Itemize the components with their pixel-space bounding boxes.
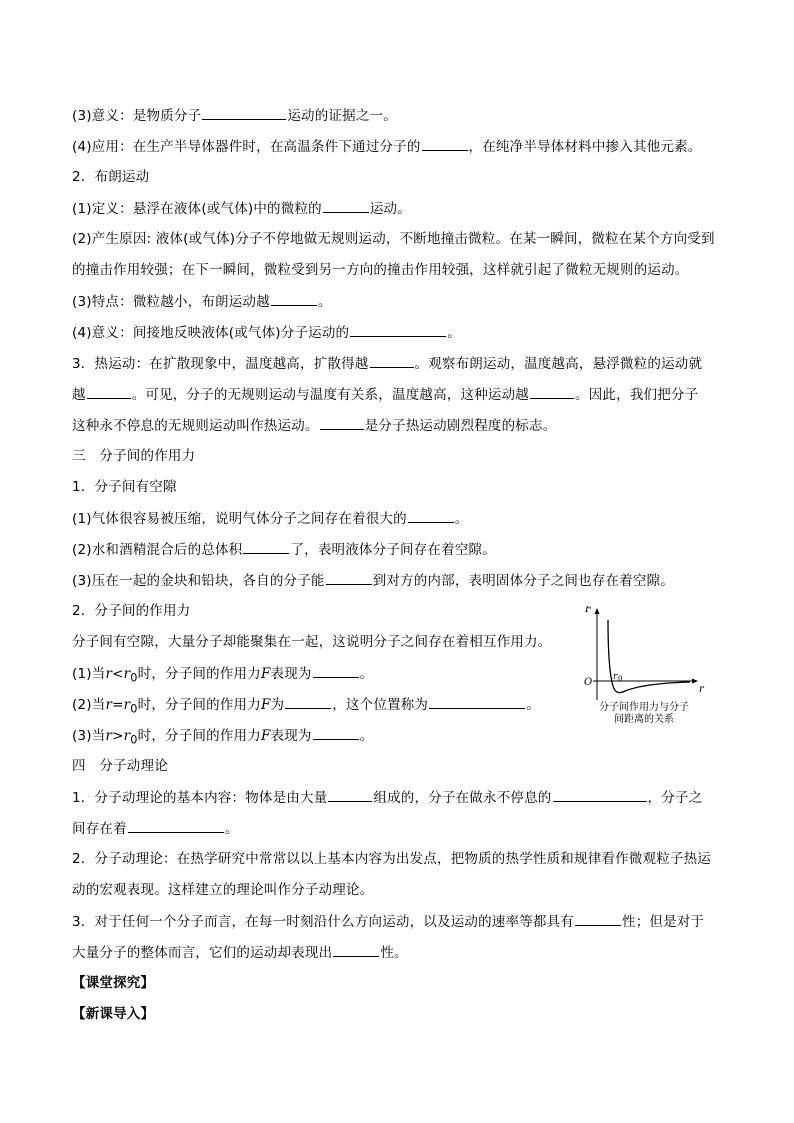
text-line (72, 508, 469, 529)
text-line (72, 105, 397, 126)
text: 大量分子的整体而言，它们的运动却表现出 (72, 945, 333, 961)
fill-blank[interactable] (326, 570, 372, 585)
text: (2)当 (72, 697, 106, 713)
text: 时，分子间的作用力 (137, 697, 261, 713)
variable-f: F (260, 728, 271, 744)
fill-blank[interactable] (370, 353, 414, 368)
fill-blank[interactable] (328, 787, 372, 802)
text-line (72, 136, 701, 157)
text: 。 (224, 821, 239, 837)
text-line (72, 291, 332, 312)
variable-f: F (260, 666, 271, 682)
text-line (72, 725, 373, 751)
text: (3)意义：是物质分子 (72, 108, 202, 124)
text: (3)特点：微粒越小，布朗运动越 (72, 294, 270, 310)
variable-r: r (123, 666, 131, 682)
x-axis-arrow (692, 679, 698, 684)
text: 越 (72, 387, 86, 403)
text: 2．布朗运动 (72, 169, 150, 185)
operator: < (112, 666, 124, 682)
text: ，在纯净半导体材料中掺入其他元素。 (468, 139, 702, 155)
text: 四 分子动理论 (72, 758, 168, 774)
variable-r: r (105, 666, 113, 682)
text: (4)应用：在生产半导体器件时，在高温条件下通过分子的 (72, 139, 421, 155)
section-heading (72, 477, 177, 497)
text-line (72, 694, 540, 720)
fill-blank[interactable] (333, 942, 379, 957)
text: ，分子之 (647, 790, 703, 806)
fill-blank[interactable] (320, 415, 364, 430)
caption-line: 分子间作用力与分子 (599, 702, 689, 713)
text-line (72, 229, 715, 249)
fill-blank[interactable] (323, 198, 369, 213)
fill-blank[interactable] (313, 725, 359, 740)
text: 1．分子间有空隙 (72, 479, 177, 495)
text: 3．对于任何一个分子而言，在每一时刻沿什么方向运动，以及运动的速率等都具有 (72, 914, 574, 930)
subscript: 0 (130, 702, 138, 716)
text-line (72, 787, 702, 808)
text: (3)当 (72, 728, 106, 744)
text: 3．热运动：在扩散现象中，温度越高，扩散得越 (72, 356, 369, 372)
text: (1)气体很容易被压缩，说明气体分子之间存在着很大的 (72, 511, 407, 527)
text: 时，分子间的作用力 (137, 666, 261, 682)
fill-blank[interactable] (313, 663, 359, 678)
text: 的撞击作用较强；在下一瞬间，微粒受到另一方向的撞击作用较强，这样就引起了微粒无规则的运动。 (72, 262, 689, 278)
text-line (72, 539, 496, 560)
text: 性；但是对于 (622, 914, 705, 930)
text: 组成的，分子在做永不停息的 (373, 790, 552, 806)
text-line (72, 911, 704, 932)
text: 。 (317, 294, 332, 310)
text: 时，分子间的作用力 (137, 728, 261, 744)
section-heading (72, 1004, 154, 1024)
fill-blank[interactable] (553, 787, 647, 802)
text-line (72, 353, 702, 374)
caption-line: 间距离的关系 (614, 714, 674, 725)
fill-blank[interactable] (271, 291, 317, 306)
variable-r: r (105, 728, 113, 744)
text: 。因此，我们把分子 (575, 387, 699, 403)
section-heading (72, 601, 190, 621)
figure-caption (580, 702, 708, 726)
section-heading (72, 167, 149, 187)
subscript: 0 (130, 733, 138, 747)
operator: = (112, 697, 124, 713)
fill-blank[interactable] (408, 508, 454, 523)
fill-blank[interactable] (422, 136, 468, 151)
text: 。观察布朗运动，温度越高，悬浮微粒的运动就 (414, 356, 703, 372)
text-line (72, 849, 711, 869)
text: 为 (270, 697, 285, 713)
text-line (72, 260, 689, 280)
fill-blank[interactable] (128, 818, 224, 833)
axis-label-r: r (699, 684, 704, 695)
text-line (72, 322, 461, 343)
fill-blank[interactable] (530, 384, 574, 399)
axis-label-f: F (585, 606, 592, 615)
text: 性。 (380, 945, 408, 961)
fill-blank[interactable] (575, 911, 621, 926)
text: 间存在着 (72, 821, 127, 837)
text: 。 (447, 325, 461, 341)
fill-blank[interactable] (350, 322, 446, 337)
text: 【新课导入】 (72, 1006, 155, 1022)
text: 了，表明液体分子间存在着空隙。 (290, 542, 496, 558)
text-line (72, 415, 556, 436)
text: (1)定义：悬浮在液体(或气体)中的微粒的 (72, 201, 322, 217)
text-line (72, 198, 411, 219)
text: 2．分子动理论：在热学研究中常常以以上基本内容为出发点，把物质的热学性质和规律看作微观粒子热运 (72, 851, 711, 867)
text: 。 (359, 666, 374, 682)
text: 运动。 (369, 201, 411, 217)
variable-f: F (260, 697, 271, 713)
text: 。 (454, 511, 469, 527)
text: 到对方的内部，表明固体分子之间也存在着空隙。 (372, 573, 675, 589)
section-heading (72, 973, 154, 993)
fill-blank[interactable] (243, 539, 289, 554)
text: 运动的证据之一。 (287, 108, 397, 124)
variable-r: r (123, 728, 131, 744)
text: (2)水和酒精混合后的总体积 (72, 542, 243, 558)
text: 三 分子间的作用力 (72, 448, 196, 464)
section-heading (72, 446, 195, 466)
force-distance-figure (580, 606, 710, 734)
text: (2)产生原因: 液体(或气体)分子不停地做无规则运动，不断地撞击微粒。在某一瞬间，微粒在某个方向受到 (72, 231, 715, 247)
text: 表现为 (270, 666, 312, 682)
text: 【课堂探究】 (72, 975, 155, 991)
text: 动的宏观表现。这样建立的理论叫作分子动理论。 (72, 882, 374, 898)
section-heading (72, 756, 168, 776)
force-distance-graph (580, 606, 710, 702)
r0-label: r (613, 672, 618, 682)
origin-label: O (584, 677, 593, 688)
text-line (72, 632, 552, 652)
subscript: 0 (130, 671, 138, 685)
text-line (72, 570, 674, 591)
text-line (72, 818, 239, 839)
fill-blank[interactable] (87, 384, 131, 399)
variable-r: r (123, 697, 131, 713)
text: (4)意义：间接地反映液体(或气体)分子运动的 (72, 325, 350, 341)
fill-blank[interactable] (285, 694, 331, 709)
operator: > (112, 728, 124, 744)
fill-blank[interactable] (429, 694, 525, 709)
text: 。 (526, 697, 540, 713)
y-axis-arrow (595, 608, 600, 614)
text: (1)当 (72, 666, 106, 682)
fill-blank[interactable] (202, 105, 286, 120)
text: 2．分子间的作用力 (72, 603, 191, 619)
text-line (72, 384, 698, 405)
r0-subscript: 0 (618, 675, 623, 683)
text-line (72, 880, 373, 900)
text: 分子间有空隙，大量分子却能聚集在一起，这说明分子之间存在着相互作用力。 (72, 634, 552, 650)
text: ，这个位置称为 (332, 697, 429, 713)
text-line (72, 942, 408, 963)
variable-r: r (105, 697, 113, 713)
text: (3)压在一起的金块和铅块，各自的分子能 (72, 573, 325, 589)
text: 。可见，分子的无规则运动与温度有关系，温度越高，这种运动越 (131, 387, 530, 403)
text: 这种永不停息的无规则运动叫作热运动。 (72, 418, 319, 434)
text-line (72, 663, 373, 689)
text: 。 (359, 728, 374, 744)
text: 是分子热运动剧烈程度的标志。 (364, 418, 557, 434)
text: 表现为 (270, 728, 312, 744)
text: 1．分子动理论的基本内容：物体是由大量 (72, 790, 328, 806)
